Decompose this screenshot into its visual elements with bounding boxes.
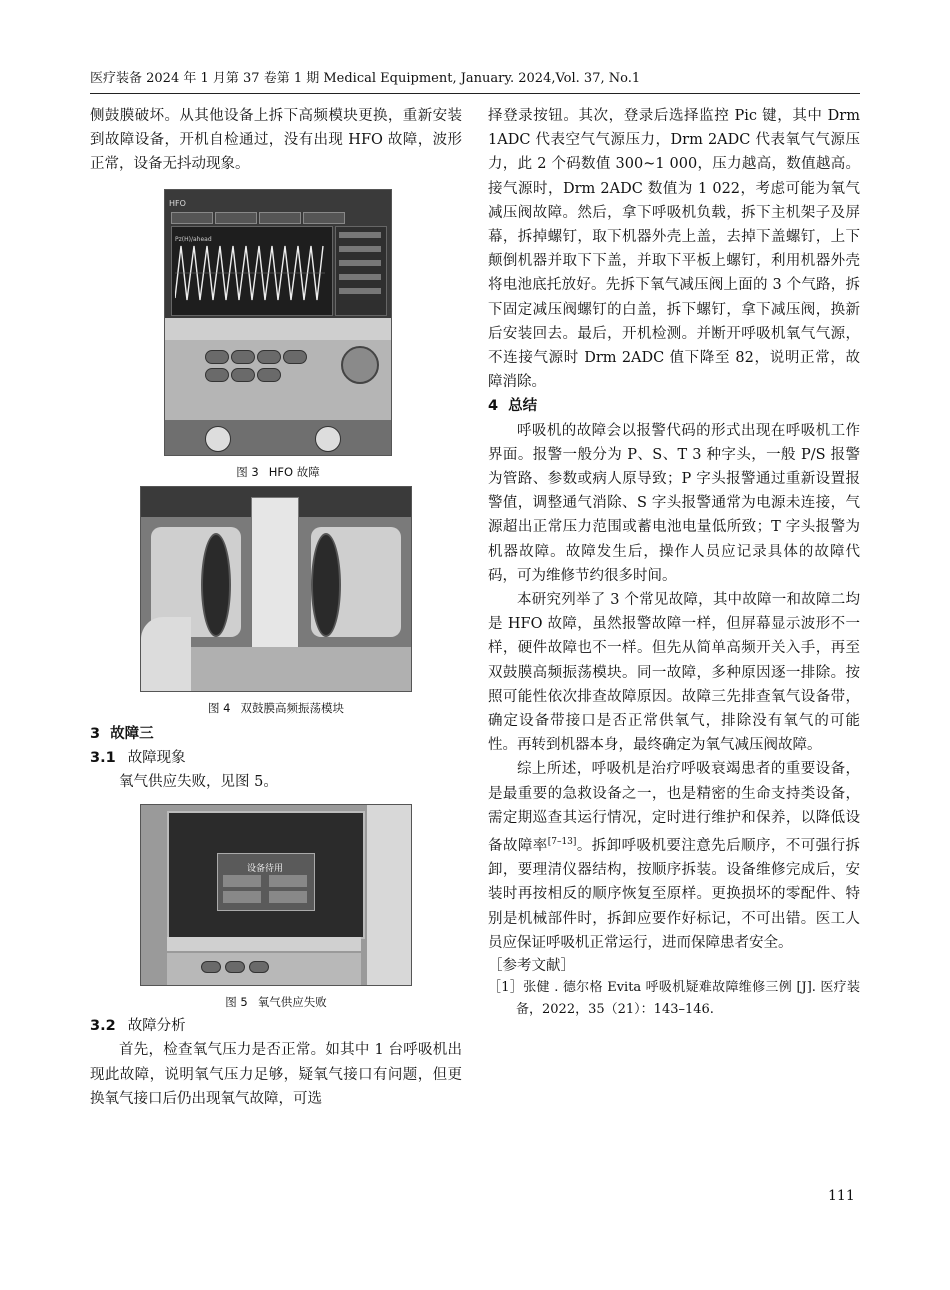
citation[interactable]: [7–13] — [547, 837, 577, 848]
left-column — [90, 104, 462, 1111]
paragraph: 氧气供应失败，见图 5。 — [119, 774, 278, 791]
paragraph: 本研究列举了 3 个常见故障，其中故障一和故障二均是 HFO 故障，虽然报警故障一样，但屏幕显示波形不一样，硬件故障也不一样。但先从简单高频开关入手，再至双鼓膜高频振荡模块。同一故障，多种原因逐一排除。按照可能性依次排查故障原因。故障三先排查氧气设备带，确定设备带接口是否正常供氧气，排除没有氧气的可能性。再转到机器本身，最终确定为氧气减压阀故障。 — [488, 592, 860, 754]
section-3-heading: 3 故障三 — [90, 725, 154, 742]
references-heading: ［参考文献］ — [488, 957, 575, 974]
waveform-label: Pz(H)/ahead — [175, 235, 212, 243]
figure-4-caption: 图 4 双鼓膜高频振荡模块 — [208, 700, 344, 715]
running-header: 医疗装备 2024 年 1 月第 37 卷第 1 期 Medical Equipment, January. 2024,Vol. 37, No.1 — [90, 71, 641, 86]
hfo-fault-photo — [164, 189, 392, 456]
oscillation-module-photo — [140, 486, 412, 692]
paragraph: 侧鼓膜破坏。从其他设备上拆下高频模块更换，重新安装到故障设备，开机自检通过，没有出现 HFO 故障，波形正常，设备无抖动现象。 — [90, 108, 462, 173]
figure-5-caption: 图 5 氧气供应失败 — [225, 995, 327, 1010]
page-number: 111 — [828, 1188, 855, 1204]
oxygen-failure-photo — [140, 804, 412, 986]
figure-4 — [140, 486, 412, 718]
dialog-title: 设备待用 — [246, 864, 283, 875]
header-rule — [90, 93, 860, 94]
screen-title: HFO — [169, 198, 186, 208]
section-4-heading: 4 总结 — [488, 398, 538, 415]
subsection-3-2-heading: 3.2 故障分析 — [90, 1018, 186, 1035]
paragraph: 呼吸机的故障会以报警代码的形式出现在呼吸机工作界面。报警一般分为 P、S、T 3 种字头，一般 P/S 报警为管路、参数或病人原导致；P 字头报警通过重新设置报警值，调整通气消除、S 字头报警通常为电源未连接，气源超出正常压力范围或蓄电池电量低所致；T 字头报警为机器故障。故障发生后，操作人员应记录具体的故障代码，可为维修节约很多时间。 — [488, 422, 860, 584]
figure-3-caption: 图 3 HFO 故障 — [236, 464, 320, 479]
paragraph: 综上所述，呼吸机是治疗呼吸衰竭患者的重要设备，是最重要的急救设备之一，也是精密的生命支持类设备，需定期巡查其运行情况，定时进行维护和保养，以降低设备故障率[7–13]。拆卸呼吸机要注意先后顺序，不可强行拆卸，要理清仪器结构，按顺序拆装。设备维修完成后，安装时再按相反的顺序恢复至原样。更换损坏的零配件、特别是机械部件时，拆卸应要作好标记，不可出错。医工人员应保证呼吸机正常运行，进而保障患者安全。 — [488, 761, 861, 951]
figure-5 — [140, 804, 412, 1012]
reference-item: ［1］张健 . 德尔格 Evita 呼吸机疑难故障维修三例 [J]. 医疗装备，2022，35（21）：143–146. — [488, 979, 860, 1017]
hfo-waveform — [175, 238, 325, 308]
paragraph: 择登录按钮。其次，登录后选择监控 Pic 键，其中 Drm 1ADC 代表空气气源压力，Drm 2ADC 代表氧气气源压力，此 2 个码数值 300~1 000，压力越高，数值越高。接气源时，Drm 2ADC 数值为 1 022，考虑可能为氧气减压阀故障。然后，拿下呼吸机负载，拆下主机架子及屏幕，拆掉螺钉，取下机器外壳上盖，去掉下盖螺钉，上下颠倒机器并取下下盖，并取下平板上螺钉，利用机器外壳将电池底托放好。先拆下氧气减压阀上面的 3 个气路，拆下固定减压阀螺钉的白盖，拆下螺钉，拿下减压阀，换新后安装回去。最后，开机检测。并断开呼吸机氧气气源，不连接气源时 Drm 2ADC 值下降至 82，说明正常，故障消除。 — [488, 108, 860, 391]
subsection-3-1-heading: 3.1 故障现象 — [90, 749, 186, 766]
paragraph: 首先，检查氧气压力是否正常。如其中 1 台呼吸机出现此故障，说明氧气压力足够，疑氧气接口有问题，但更换氧气接口后仍出现氧气故障，可选 — [90, 1042, 462, 1107]
right-column — [488, 104, 860, 1021]
figure-3 — [164, 189, 392, 482]
